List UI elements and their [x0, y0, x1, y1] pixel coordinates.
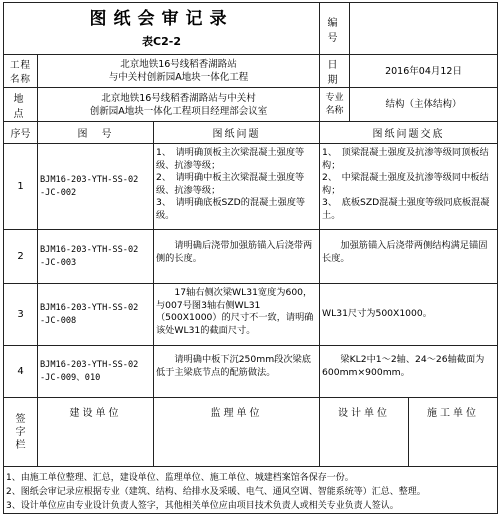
form-title: 图纸会审记录 — [89, 8, 234, 29]
answer-line: 2、 中梁混凝土强度及抗渗等级同中板结构； — [322, 172, 489, 196]
table-row — [4, 230, 498, 284]
signature-builder: 施工单位 — [427, 408, 480, 419]
note-line: 1、由施工单位整理、汇总，建设单位、监理单位、施工单位、城建档案馆各保存一份。 — [6, 473, 354, 483]
row-issue — [154, 230, 320, 284]
signature-row — [4, 398, 498, 467]
answer-line: WL31尺寸为500X1000。 — [322, 308, 432, 320]
drawing-line: -JC-002 — [40, 187, 77, 198]
row-seq: 1 — [4, 144, 38, 230]
drawing-line: BJM16-203-YTH-SS-02 — [40, 174, 139, 185]
date-value: 2016年04月12日 — [350, 55, 498, 88]
drawing-line: -JC-008 — [40, 315, 77, 326]
row-issue — [154, 346, 320, 398]
row-seq: 3 — [4, 284, 38, 346]
signature-design: 设计单位 — [320, 398, 409, 466]
notes-cell — [4, 467, 498, 514]
header-issue: 图纸问题 — [154, 122, 320, 144]
note-line: 3、设计单位应由专业设计负责人签字，其他相关单位应由项目技术负责人或相关专业负责人签认。 — [6, 501, 399, 511]
header-seq: 序号 — [4, 122, 38, 144]
location-value — [38, 88, 320, 122]
signature-supervision: 监理单位 — [154, 398, 320, 467]
issue-line: 2、 请明确中板主次梁混凝土强度等级、抗渗等级； — [156, 172, 305, 196]
location-row — [4, 88, 498, 122]
row-answer — [320, 346, 498, 398]
table-header-row — [4, 122, 498, 144]
table-row — [4, 144, 498, 230]
project-name-row — [4, 55, 498, 88]
title-cell — [4, 3, 320, 55]
issue-line: 请明确后浇带加强筋锚入后浇带两侧的长度。 — [156, 240, 313, 264]
row-drawing — [38, 230, 154, 284]
project-name-value — [38, 55, 320, 88]
answer-line: 1、 顶梁混凝土强度及抗渗等级同顶板结构； — [322, 147, 489, 171]
number-label: 编 号 — [320, 3, 350, 55]
answer-line: 3、 底板SZD混凝土强度等级同底板混凝土。 — [322, 197, 490, 221]
row-seq: 2 — [4, 230, 38, 284]
issue-line: 17轴右侧次梁WL31宽度为600，与007号图3轴右侧WL31（500X1000）的尺寸不一致，请明确该处WL31的截面尺寸。 — [156, 287, 314, 336]
drawing-line: -JC-003 — [40, 257, 77, 268]
location-line: 北京地铁16号线稻香湖路站与中关村 — [101, 92, 256, 104]
row-issue — [154, 144, 320, 230]
note-line: 2、图纸会审记录应根据专业（建筑、结构、给排水及采暖、电气、通风空调、智能系统等）汇总、整理。 — [6, 487, 426, 497]
project-name-line: 与中关村创新园A地块一体化工程 — [108, 72, 249, 83]
drawing-line: BJM16-203-YTH-SS-02 — [40, 359, 139, 370]
discipline-label: 专业名称 — [320, 88, 350, 122]
header-drawing: 图 号 — [38, 122, 154, 144]
drawing-line: -JC-009、010 — [40, 372, 101, 383]
answer-line: 梁KL2中1～2轴、24～26轴截面为600mm×900mm。 — [322, 354, 485, 378]
row-drawing — [38, 284, 154, 346]
project-name-label: 工程名称 — [4, 55, 38, 88]
discipline-value: 结构（主体结构） — [350, 88, 498, 122]
issue-line: 1、 请明确顶板主次梁混凝土强度等级、抗渗等级； — [156, 147, 305, 171]
location-label: 地 点 — [4, 88, 38, 122]
form-table — [3, 2, 498, 514]
issue-line: 请明确中板下沉250mm段次梁底低于主梁底节点的配筋做法。 — [156, 354, 311, 378]
row-answer — [320, 284, 498, 346]
signature-label-text: 签字栏 — [15, 413, 26, 451]
row-drawing — [38, 346, 154, 398]
notes-row — [4, 467, 498, 514]
date-label: 日 期 — [320, 55, 350, 88]
signature-design-builder — [320, 398, 498, 467]
header-answer: 图纸问题交底 — [320, 122, 498, 144]
row-issue — [154, 284, 320, 346]
location-line: 创新园A地块一体化工程项目经理部会议室 — [89, 105, 268, 117]
drawing-line: BJM16-203-YTH-SS-02 — [40, 244, 139, 255]
drawing-line: BJM16-203-YTH-SS-02 — [40, 302, 139, 313]
row-answer — [320, 230, 498, 284]
row-seq: 4 — [4, 346, 38, 398]
table-row — [4, 346, 498, 398]
row-answer — [320, 144, 498, 230]
title-row — [4, 3, 498, 55]
table-row — [4, 284, 498, 346]
form-code: 表C2-2 — [142, 34, 181, 48]
signature-label — [4, 398, 38, 467]
issue-line: 3、 请明确底板SZD的混凝土强度等级。 — [156, 197, 306, 221]
row-drawing — [38, 144, 154, 230]
signature-construction-owner: 建设单位 — [38, 398, 154, 467]
answer-line: 加强筋锚入后浇带两侧结构满足锚固长度。 — [322, 240, 488, 264]
number-value — [350, 3, 498, 55]
project-name-line: 北京地铁16号线稻香湖路站 — [120, 59, 237, 70]
